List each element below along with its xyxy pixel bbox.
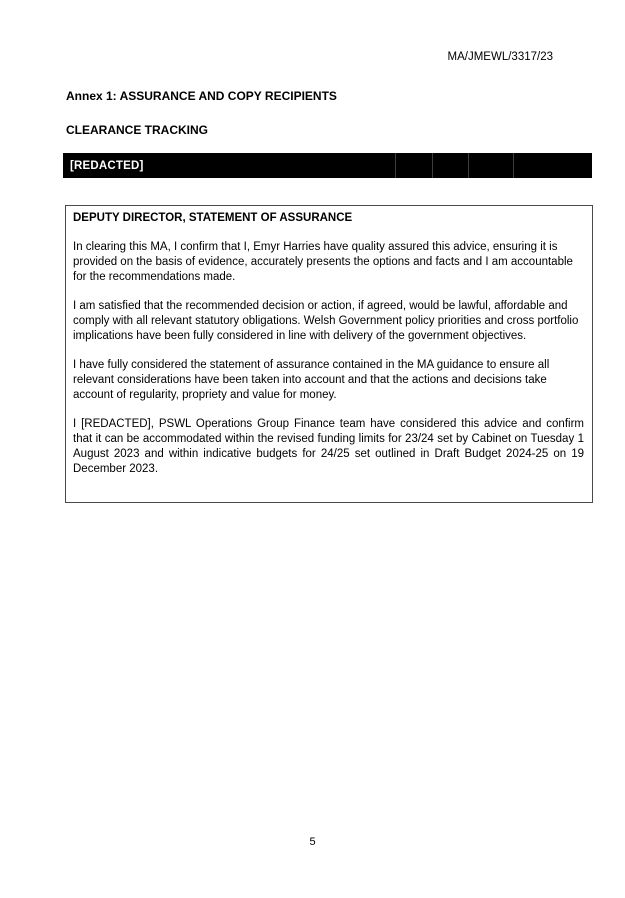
assurance-paragraph-1: In clearing this MA, I confirm that I, Emyr Harries have quality assured this advice, ensuring it is provided on the basis of evidence, accurately presents the options and facts and I am accountable for the recommendations made. [73, 241, 573, 283]
page-number: 5 [309, 836, 316, 848]
assurance-statement-box [65, 205, 593, 503]
clearance-tracking-heading: CLEARANCE TRACKING [66, 123, 208, 137]
assurance-paragraph-4: I [REDACTED], PSWL Operations Group Finance team have considered this advice and confirm that it can be accommodated within the revised funding limits for 23/24 set by Cabinet on Tuesday 1 August 2023 and within indicative budgets for 24/25 set outlined in Draft Budget 2024-25 on 19 December 2023. [73, 418, 584, 475]
redacted-header-cell [63, 153, 395, 178]
assurance-paragraph-3: I have fully considered the statement of assurance contained in the MA guidance to ensure all relevant considerations have been taken into account and that the actions and decisions take account of regularity, propriety and value for money. [73, 359, 550, 401]
document-reference: MA/JMEWL/3317/23 [447, 51, 553, 63]
redacted-header-cell [395, 153, 432, 178]
assurance-paragraph-2: I am satisfied that the recommended decision or action, if agreed, would be lawful, affordable and comply with all relevant statutory obligations. Welsh Government policy priorities and cross portfolio implications have been fully considered in line with delivery of the government objectives. [73, 300, 579, 342]
redacted-table-header-row [63, 153, 592, 178]
redacted-header-cell [468, 153, 513, 178]
assurance-box-title: DEPUTY DIRECTOR, STATEMENT OF ASSURANCE [73, 212, 353, 224]
annex-heading: Annex 1: ASSURANCE AND COPY RECIPIENTS [66, 89, 337, 103]
redacted-header-cell [432, 153, 468, 178]
redacted-header-cell [513, 153, 592, 178]
redacted-label: [REDACTED] [70, 159, 144, 172]
